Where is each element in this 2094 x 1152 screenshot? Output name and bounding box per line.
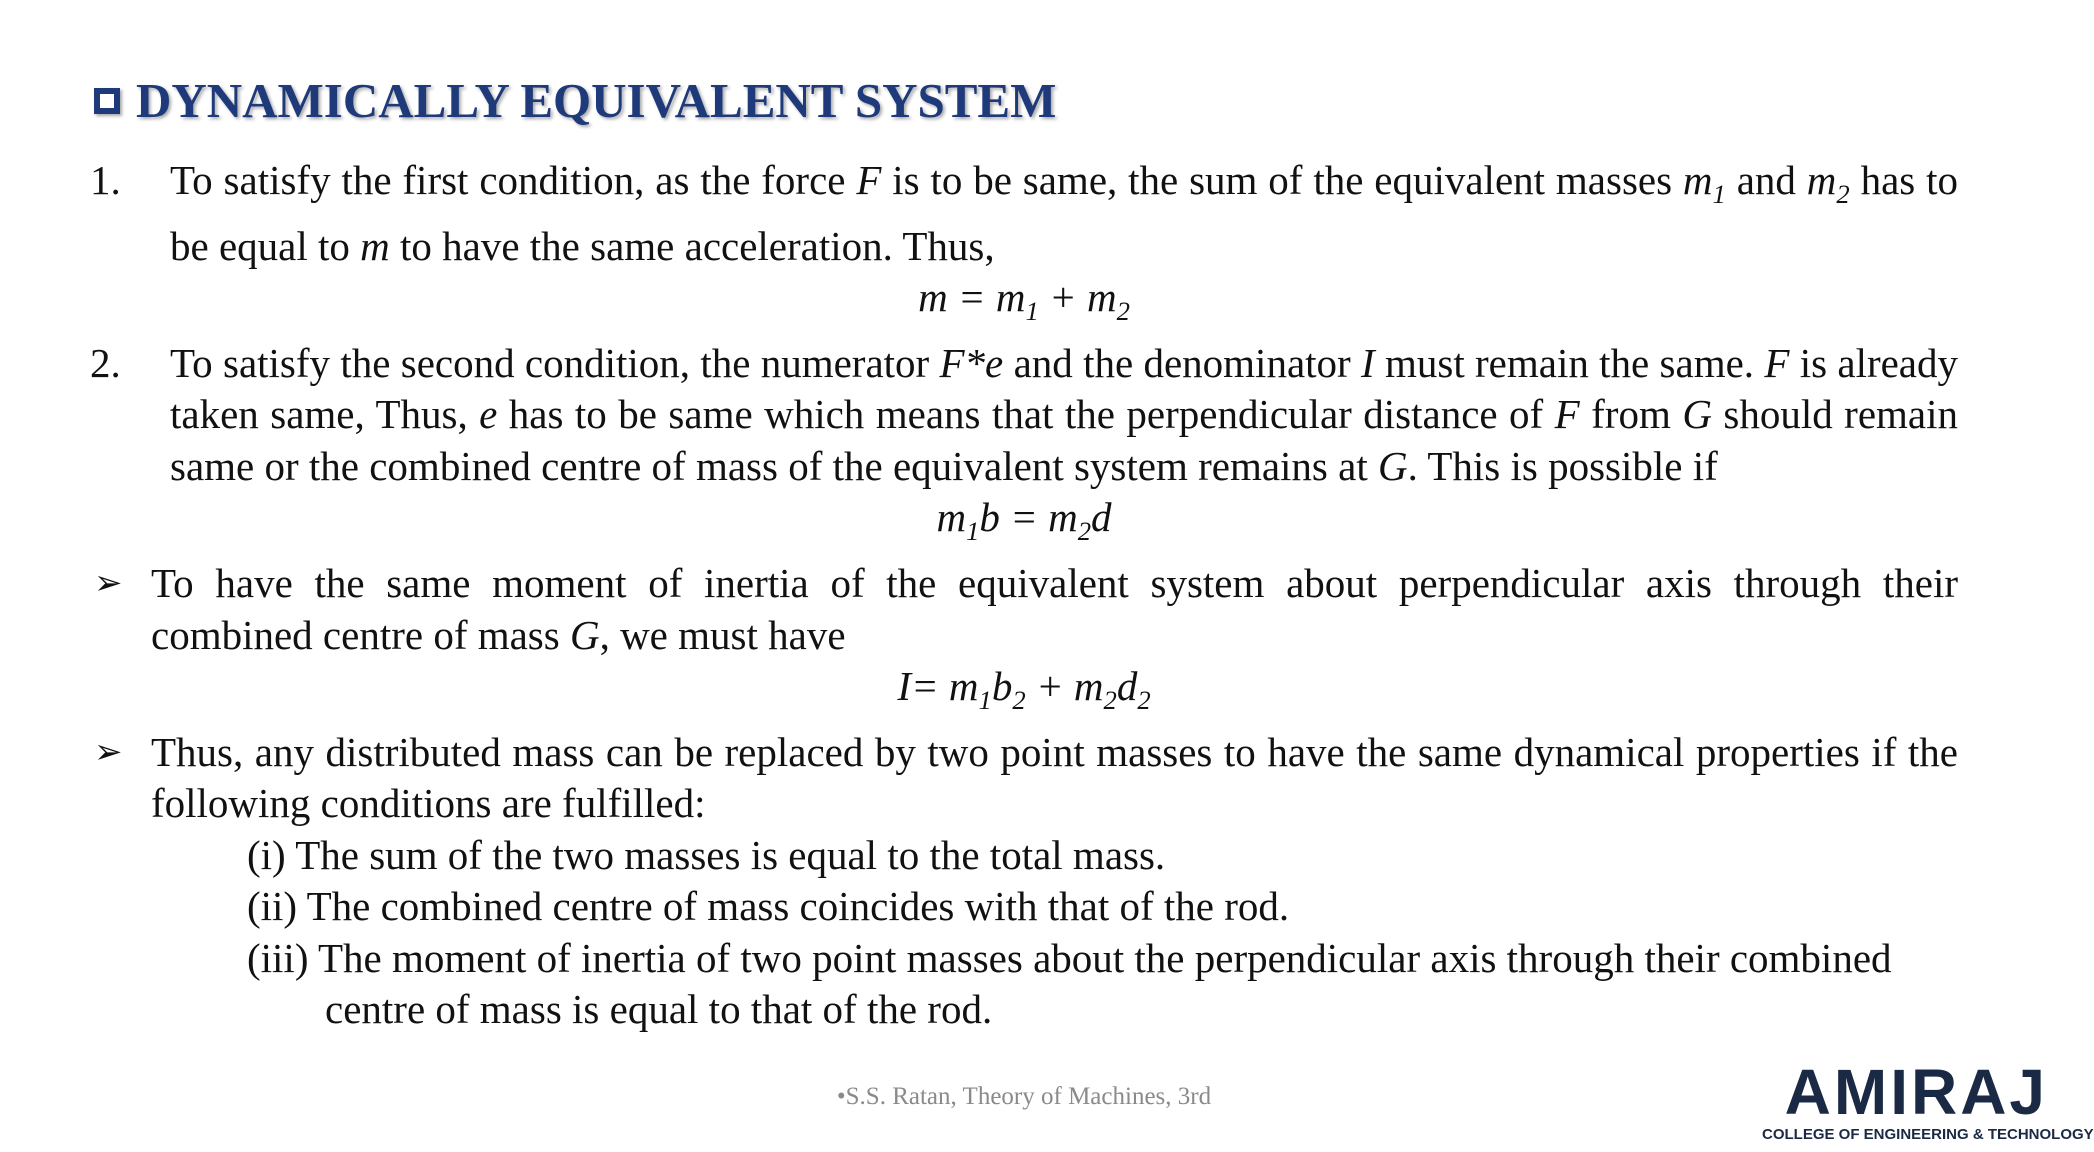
slide-content [90,155,1958,1036]
item-text: To satisfy the first condition, as the force F is to be same, the sum of the equivalent masses $m_1$ and $m_2$ has to be equal to m to have the same acceleration. Thus, [170,157,1959,269]
condition-item: (i) The sum of the two masses is equal to the total mass. [247,831,1166,878]
checkbox-bullet-icon [94,88,120,114]
condition-item: (iii) The moment of inertia of two point masses about the perpendicular axis through their combined centre of mass is equal to that of the rod. [247,934,1892,1033]
bullet-item-1 [90,558,1958,661]
numbered-item-2 [90,338,1958,493]
bullet-text: Thus, any distributed mass can be replaced by two point masses to have the same dynamical properties if the following conditions are fulfilled: [151,728,1958,827]
arrow-bullet-icon: ➢ [94,565,123,603]
item-number: 2. [90,339,121,386]
item-number: 1. [90,157,121,203]
numbered-item-1 [90,155,1958,272]
item-text: To satisfy the second condition, the numerator F*e and the denominator I must remain the same. F is already taken same, Thus, e has to be same which means that the perpendicular distance of F from G should remain same or the combined centre of mass of the equivalent system remains at G. This is possible if [170,339,1959,489]
bullet-item-2 [90,727,1958,830]
bullet-text: To have the same moment of inertia of the equivalent system about perpendicular axis through their combined centre of mass G, we must have [151,560,1958,658]
slide-title [94,72,1056,129]
arrow-bullet-icon: ➢ [94,733,123,771]
equation-mass-sum: $m = m_1 + m_2$ [918,274,1130,327]
college-logo [1762,1056,2094,1152]
equation-inertia: $I= m_1b_2 + m_2d_2$ [897,663,1151,716]
equation-mass-moment: $m_1b = m_2d$ [936,494,1112,547]
slide-title-text: DYNAMICALLY EQUIVALENT SYSTEM [136,73,1057,128]
logo-wordmark: AMIRAJ [1784,1056,2048,1128]
logo-subtitle: COLLEGE OF ENGINEERING & TECHNOLOGY [1762,1126,2094,1143]
condition-item: (ii) The combined centre of mass coincides with that of the rod. [247,883,1290,930]
reference-footer: •S.S. Ratan, Theory of Machines, 3rd [836,1083,1212,1110]
